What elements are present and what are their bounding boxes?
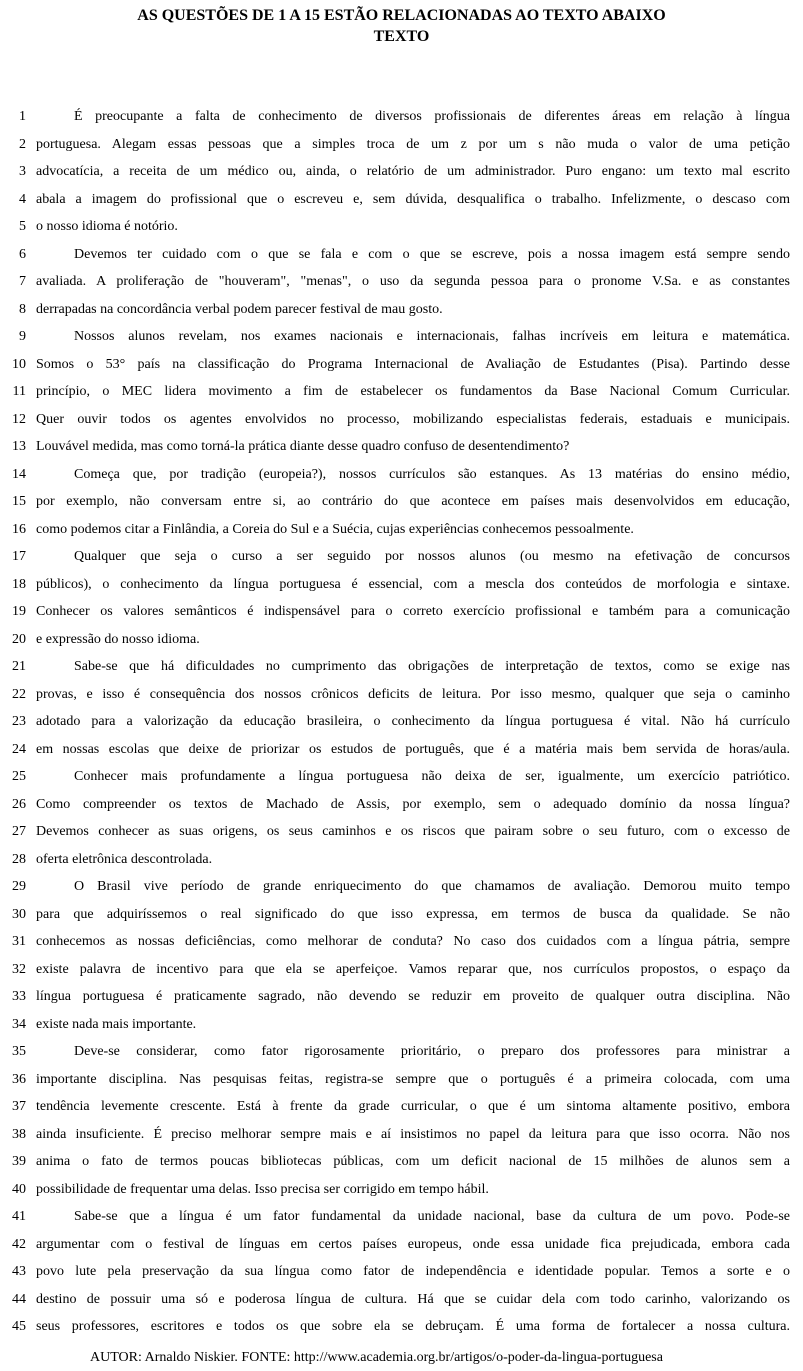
line-text: povo lute pela preservação da sua língua como fator de independência e identidade popular. Temos a sorte e o (36, 1264, 790, 1279)
source-citation: AUTOR: Arnaldo Niskier. FONTE: http://www.academia.org.br/artigos/o-poder-da-lingua-portuguesa (90, 1349, 663, 1365)
line-number: 9 (19, 329, 26, 344)
line-text: possibilidade de frequentar uma delas. Isso precisa ser corrigido em tempo hábil. (36, 1181, 489, 1197)
line-text: derrapadas na concordância verbal podem parecer festival de mau gosto. (36, 301, 443, 317)
line-text: o nosso idioma é notório. (36, 219, 178, 234)
text-line-row (0, 411, 803, 439)
line-text: O Brasil vive período de grande enriquecimento do que chamamos de avaliação. Demorou muito tempo (74, 879, 790, 894)
line-number: 36 (12, 1071, 26, 1087)
line-text: anima o fato de termos poucas bibliotecas públicas, com um deficit nacional de 15 milhões de alunos sem a (36, 1154, 790, 1169)
line-number: 1 (19, 109, 26, 124)
line-number: 35 (12, 1044, 26, 1059)
line-number: 20 (12, 631, 26, 647)
line-number: 15 (12, 494, 26, 509)
line-text: Deve-se considerar, como fator rigorosamente prioritário, o preparo dos professores para ministrar a (74, 1044, 790, 1059)
text-line-row (0, 961, 803, 989)
text-line-row (0, 136, 803, 164)
line-text: adotado para a valorização da educação brasileira, o conhecimento da língua portuguesa é vital. Não há currículo (36, 714, 790, 729)
line-number: 30 (12, 906, 26, 922)
line-number: 18 (12, 576, 26, 592)
line-number: 45 (12, 1319, 26, 1334)
line-number: 19 (12, 604, 26, 619)
line-text: existe nada mais importante. (36, 1016, 197, 1032)
line-number: 23 (12, 714, 26, 729)
text-line-row (0, 438, 803, 466)
line-text: como podemos citar a Finlândia, a Coreia do Sul e a Suécia, cujas experiências conhecemos pessoalmente. (36, 521, 634, 537)
line-number: 32 (12, 961, 26, 977)
text-body (0, 108, 803, 1346)
line-number: 26 (12, 796, 26, 812)
line-number: 17 (12, 549, 26, 564)
line-number: 42 (12, 1236, 26, 1252)
text-line-row (0, 246, 803, 274)
text-line-row (0, 548, 803, 576)
line-text: públicos), o conhecimento da língua portuguesa é essencial, com a mescla dos conteúdos de morfologia e sintaxe. (36, 576, 790, 592)
text-line-row (0, 1236, 803, 1264)
line-number: 33 (12, 989, 26, 1004)
line-text: existe palavra de incentivo para que ela se aperfeiçoe. Vamos reparar que, nos currículos propostos, o espaço da (36, 961, 790, 977)
text-line-row (0, 218, 803, 246)
line-number: 8 (19, 301, 26, 317)
text-line-row (0, 631, 803, 659)
line-text: seus professores, escritores e todos os que sobre ela se debruçam. É uma forma de fortalecer a nossa cultura. (36, 1319, 790, 1334)
text-line-row (0, 906, 803, 934)
line-number: 25 (12, 769, 26, 784)
text-line-row (0, 1016, 803, 1044)
line-text: por exemplo, não conversam entre si, ao contrário do que acontece em países mais desenvolvidos em educação, (36, 494, 790, 509)
line-number: 28 (12, 851, 26, 867)
text-line-row (0, 1043, 803, 1071)
text-line-row (0, 163, 803, 191)
text-line-row (0, 603, 803, 631)
line-number: 40 (12, 1181, 26, 1197)
line-text: oferta eletrônica descontrolada. (36, 851, 213, 867)
line-number: 38 (12, 1126, 26, 1142)
text-line-row (0, 741, 803, 769)
text-line-row (0, 768, 803, 796)
line-text: e expressão do nosso idioma. (36, 631, 200, 647)
text-line-row (0, 1291, 803, 1319)
line-text: Louvável medida, mas como torná-la prática diante desse quadro confuso de desentendimento? (36, 439, 570, 454)
text-line-row (0, 328, 803, 356)
line-number: 43 (12, 1264, 26, 1279)
text-line-row (0, 576, 803, 604)
line-number: 24 (12, 741, 26, 757)
line-text: Quer ouvir todos os agentes envolvidos no processo, mobilizando especialistas federais, estaduais e municipais. (36, 411, 790, 427)
text-line-row (0, 521, 803, 549)
line-text: Conhecer mais profundamente a língua portuguesa não deixa de ser, igualmente, um exercício patriótico. (74, 769, 790, 784)
document-header (0, 0, 803, 47)
text-line-row (0, 466, 803, 494)
line-text: conhecemos as nossas deficiências, como melhorar de conduta? No caso dos cuidados com a língua pátria, sempre (36, 934, 790, 949)
line-text: tendência levemente crescente. Está à frente da grade curricular, o que é um sintoma altamente positivo, embora (36, 1099, 790, 1114)
line-number: 11 (12, 384, 26, 399)
line-text: Sabe-se que há dificuldades no cumprimento das obrigações de interpretação de textos, como se exige nas (74, 659, 790, 674)
text-line-row (0, 1126, 803, 1154)
text-line-row (0, 1071, 803, 1099)
text-line-row (0, 1153, 803, 1181)
line-text: Como compreender os textos de Machado de Assis, por exemplo, sem o adequado domínio da nossa língua? (36, 796, 790, 812)
text-line-row (0, 713, 803, 741)
line-text: provas, e isso é consequência dos nossos crônicos deficits de leitura. Por isso mesmo, qualquer que seja o caminho (36, 686, 790, 702)
line-text: Devemos conhecer as suas origens, os seus caminhos e os riscos que pairam sobre o seu futuro, com o excesso de (36, 824, 790, 839)
line-number: 16 (12, 521, 26, 537)
line-number: 44 (12, 1291, 26, 1307)
line-number: 2 (19, 136, 26, 152)
line-number: 3 (19, 164, 26, 179)
line-text: importante disciplina. Nas pesquisas feitas, registra-se sempre que o português é a primeira colocada, com uma (36, 1071, 790, 1087)
text-line-row (0, 1318, 803, 1346)
text-line-row (0, 933, 803, 961)
text-line-row (0, 383, 803, 411)
text-line-row (0, 356, 803, 384)
line-text: Começa que, por tradição (europeia?), nossos currículos são estanques. As 13 matérias do ensino médio, (74, 466, 790, 482)
text-line-row (0, 686, 803, 714)
text-line-row (0, 108, 803, 136)
line-text: Qualquer que seja o curso a ser seguido por nossos alunos (ou mesmo na efetivação de concursos (74, 549, 790, 564)
text-line-row (0, 493, 803, 521)
line-number: 29 (12, 879, 26, 894)
line-number: 39 (12, 1154, 26, 1169)
line-number: 6 (19, 246, 26, 262)
line-text: avaliada. A proliferação de "houveram", "menas", o uso da segunda pessoa para o pronome V.Sa. e as constantes (36, 274, 790, 289)
line-number: 22 (12, 686, 26, 702)
line-text: Sabe-se que a língua é um fator fundamental da unidade nacional, base da cultura de um povo. Pode-se (74, 1209, 790, 1224)
line-text: Somos o 53° país na classificação do Programa Internacional de Avaliação de Estudantes (Pisa). Partindo desse (36, 356, 790, 372)
line-number: 37 (12, 1099, 26, 1114)
line-number: 12 (12, 411, 26, 427)
line-text: destino de possuir uma só e poderosa língua de cultura. Há que se cuidar dela com todo carinho, valorizando os (36, 1291, 790, 1307)
line-number: 5 (19, 219, 26, 234)
line-text: É preocupante a falta de conhecimento de diversos profissionais de diferentes áreas em relação à língua (74, 109, 790, 124)
line-text: língua portuguesa é praticamente sagrado, não devendo se reduzir em proveito de qualquer outra disciplina. Não (36, 989, 790, 1004)
document-title: AS QUESTÕES DE 1 A 15 ESTÃO RELACIONADAS AO TEXTO ABAIXO (137, 7, 666, 24)
text-line-row (0, 988, 803, 1016)
line-text: ainda insuficiente. É preciso melhorar sempre mais e aí insistimos no papel da leitura para que isso ocorra. Não nos (36, 1126, 790, 1142)
text-line-row (0, 301, 803, 329)
line-number: 10 (12, 356, 26, 372)
document-subtitle: TEXTO (373, 28, 430, 45)
line-number: 31 (12, 934, 26, 949)
text-line-row (0, 273, 803, 301)
line-number: 4 (19, 191, 26, 207)
line-text: portuguesa. Alegam essas pessoas que a simples troca de um z por um s não muda o valor de uma petição (36, 136, 790, 152)
line-number: 7 (19, 274, 26, 289)
line-number: 14 (12, 466, 26, 482)
text-line-row (0, 1263, 803, 1291)
text-line-row (0, 796, 803, 824)
line-text: advocatícia, a receita de um médico ou, ainda, o relatório de um administrador. Puro engano: um texto mal escrito (36, 164, 790, 179)
text-line-row (0, 1098, 803, 1126)
text-line-row (0, 658, 803, 686)
line-text: argumentar com o festival de línguas em certos países europeus, onde essa unidade fica prejudicada, embora cada (36, 1236, 790, 1252)
text-line-row (0, 1208, 803, 1236)
line-text: para que adquiríssemos o real significado do que isso expressa, em termos de busca da qualidade. Se não (36, 906, 790, 922)
line-number: 34 (12, 1016, 26, 1032)
line-text: Conhecer os valores semânticos é indispensável para o correto exercício profissional e também para a comunicação (36, 604, 790, 619)
line-number: 41 (12, 1209, 26, 1224)
text-line-row (0, 1181, 803, 1209)
line-text: abala a imagem do profissional que o escreveu e, sem dúvida, desqualifica o trabalho. Infelizmente, o descaso com (36, 191, 790, 207)
line-text: princípio, o MEC lidera movimento a fim de estabelecer os fundamentos da Base Nacional Comum Curricular. (36, 384, 790, 399)
line-text: em nossas escolas que deixe de priorizar os estudos de português, que é a matéria mais bem servida de horas/aula. (36, 741, 790, 757)
line-text: Devemos ter cuidado com o que se fala e com o que se escreve, pois a nossa imagem está sempre sendo (74, 246, 790, 262)
text-line-row (0, 191, 803, 219)
text-line-row (0, 851, 803, 879)
line-number: 21 (12, 659, 26, 674)
line-number: 13 (12, 439, 26, 454)
text-line-row (0, 823, 803, 851)
text-line-row (0, 878, 803, 906)
line-number: 27 (12, 824, 26, 839)
line-text: Nossos alunos revelam, nos exames nacionais e internacionais, falhas incríveis em leitura e matemática. (74, 329, 790, 344)
